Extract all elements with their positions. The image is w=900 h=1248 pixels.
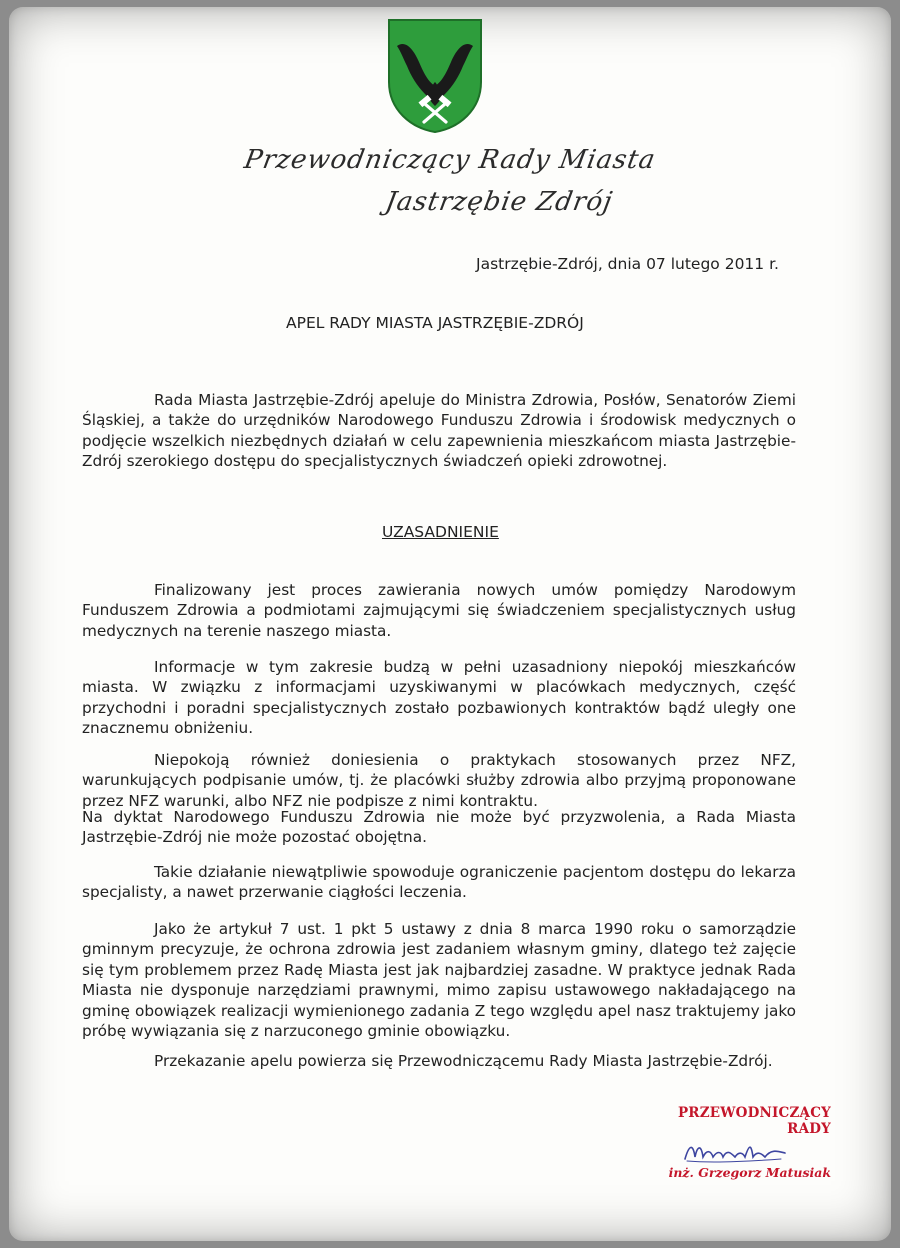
paragraph-text: Takie działanie niewątpliwie spowoduje ograniczenie pacjentom dostępu do lekarza specjalisty, a nawet przerwanie ciągłości leczenia. <box>82 863 796 902</box>
justification-paragraph <box>82 807 796 848</box>
justification-paragraph <box>82 580 796 641</box>
document-page <box>9 7 891 1241</box>
paragraph-text: Na dyktat Narodowego Funduszu Zdrowia nie może być przyzwolenia, a Rada Miasta Jastrzębie-Zdrój nie może pozostać obojętna. <box>82 808 796 847</box>
signature-block <box>641 1105 841 1180</box>
justification-paragraph <box>82 919 796 1041</box>
justification-paragraph <box>82 750 796 811</box>
coat-of-arms-icon <box>387 18 483 134</box>
paragraph-text: Informacje w tym zakresie budzą w pełni uzasadniony niepokój mieszkańców miasta. W związku z informacjami uzyskiwanymi w placówkach medycznych, część przychodni i poradni specjalistycznych zostało pozbawionych kontraktów bądź uległy one znacznemu obniżeniu. <box>82 658 796 738</box>
justification-paragraph <box>82 657 796 739</box>
handwritten-signature-icon <box>681 1139 791 1165</box>
paragraph-text: Przekazanie apelu powierza się Przewodniczącemu Rady Miasta Jastrzębie-Zdrój. <box>154 1052 773 1070</box>
closing-paragraph <box>82 1051 796 1071</box>
paragraph-text: Jako że artykuł 7 ust. 1 pkt 5 ustawy z dnia 8 marca 1990 roku o samorządzie gminnym precyzuje, że ochrona zdrowia jest zadaniem własnym gminy, dlatego też zajęcie się tym problemem przez Radę Miasta jest jak najbardziej zasadne. W praktyce jednak Rada Miasta nie dysponuje narzędziami prawnymi, mimo zapisu ustawowego nakładającego na gminę obowiązek realizacji wymienionego zadania Z tego względu apel nasz traktujemy jako próbę wywiązania się z narzuconego gminie obowiązku. <box>82 920 796 1041</box>
justification-paragraph <box>82 862 796 903</box>
signatory-name: inż. Grzegorz Matusiak <box>668 1165 831 1180</box>
justification-heading: UZASADNIENIE <box>382 523 499 541</box>
appeal-text: Rada Miasta Jastrzębie-Zdrój apeluje do Ministra Zdrowia, Posłów, Senatorów Ziemi Śląskiej, a także do urzędników Narodowego Funduszu Zdrowia i środowisk medycznych o podjęcie wszelkich niezbędnych działań w celu zapewnienia mieszkańcom miasta Jastrzębie-Zdrój szerokiego dostępu do specjalistycznych świadczeń opieki zdrowotnej. <box>82 391 796 471</box>
paragraph-text: Niepokoją również doniesienia o praktykach stosowanych przez NFZ, warunkujących podpisanie umów, tj. że placówki służby zdrowia albo przyjmą proponowane przez NFZ warunki, albo NFZ nie podpisze z nimi kontraktu. <box>82 751 796 810</box>
letterhead-title: Przewodniczący Rady Miasta <box>241 145 659 175</box>
paragraph-text: Finalizowany jest proces zawierania nowych umów pomiędzy Narodowym Funduszem Zdrowia a podmiotami zajmującymi się świadczeniem specjalistycznych usług medycznych na terenie naszego miasta. <box>82 581 796 640</box>
signature-title: PRZEWODNICZĄCY RADY <box>677 1105 831 1137</box>
letterhead-city: Jastrzębie Zdrój <box>382 187 615 217</box>
document-title: APEL RADY MIASTA JASTRZĘBIE-ZDRÓJ <box>286 314 584 332</box>
appeal-paragraph <box>82 390 796 472</box>
date-line: Jastrzębie-Zdrój, dnia 07 lutego 2011 r. <box>476 255 779 273</box>
